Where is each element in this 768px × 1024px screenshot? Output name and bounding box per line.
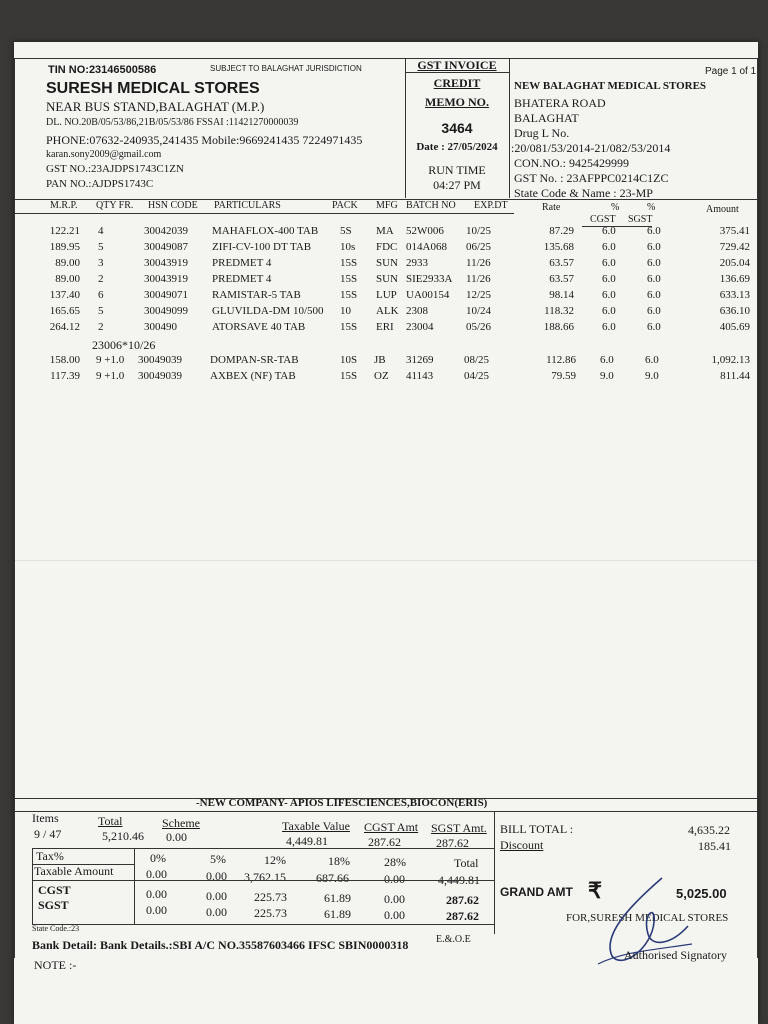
cell-batch: UA00154 bbox=[406, 289, 450, 301]
cell-pack: 15S bbox=[340, 273, 358, 285]
seller-dl: DL. NO.20B/05/53/86,21B/05/53/86 FSSAI :11421270000039 bbox=[46, 117, 299, 128]
tax-head-label: Tax% bbox=[36, 849, 64, 863]
sgst-18: 61.89 bbox=[324, 907, 351, 921]
table-row bbox=[14, 289, 758, 305]
cell-hsn: 30049099 bbox=[144, 305, 188, 317]
cell-rate: 63.57 bbox=[549, 273, 574, 285]
tax-head-18: 18% bbox=[328, 854, 350, 868]
cell-cgst: 6.0 bbox=[602, 257, 616, 269]
cell-batch: 52W006 bbox=[406, 225, 444, 237]
buyer-addr2: BALAGHAT bbox=[514, 111, 579, 125]
cell-particulars: ZIFI-CV-100 DT TAB bbox=[212, 241, 312, 253]
cell-cgst: 9.0 bbox=[600, 370, 614, 382]
cell-exp: 11/26 bbox=[466, 273, 491, 285]
col-pct-sgst: % bbox=[647, 202, 656, 213]
cell-particulars: GLUVILDA-DM 10/500 bbox=[212, 305, 324, 317]
table-row bbox=[14, 321, 758, 337]
cgst-0: 0.00 bbox=[146, 887, 167, 901]
run-time: 04:27 PM bbox=[433, 178, 481, 192]
cell-exp: 06/25 bbox=[466, 241, 492, 253]
cell-hsn: 30049071 bbox=[144, 289, 188, 301]
drug-number: :20/081/53/2014-21/082/53/2014 bbox=[511, 141, 671, 155]
col-mrp: M.R.P. bbox=[50, 200, 78, 211]
cell-sgst: 9.0 bbox=[645, 370, 659, 382]
cell-qty: 4 bbox=[98, 225, 104, 237]
tax-table-top bbox=[32, 848, 494, 849]
totals-divider bbox=[494, 812, 495, 934]
seller-gst: GST NO.:23AJDPS1743C1ZN bbox=[46, 163, 184, 175]
note-label: NOTE :- bbox=[34, 958, 77, 972]
cell-rate: 188.66 bbox=[543, 321, 574, 333]
cell-mrp: 264.12 bbox=[49, 321, 80, 333]
invoice-title-rule bbox=[405, 72, 509, 73]
col-mfg: MFG bbox=[376, 200, 398, 211]
cell-rate: 87.29 bbox=[549, 225, 574, 237]
taxable-amount-label: Taxable Amount bbox=[34, 864, 114, 878]
tax-table-bottom bbox=[32, 924, 494, 925]
seller-pan: PAN NO.:AJDPS1743C bbox=[46, 178, 154, 190]
cell-cgst: 6.0 bbox=[602, 225, 616, 237]
cell-mrp: 117.39 bbox=[50, 370, 80, 382]
tax-head-total: Total bbox=[454, 856, 479, 870]
invoice-date: Date : 27/05/2024 bbox=[416, 141, 498, 153]
cell-particulars: PREDMET 4 bbox=[212, 257, 272, 269]
rupee-icon: ₹ bbox=[588, 878, 602, 903]
seller-phone: PHONE:07632-240935,241435 Mobile:9669241435 7224971435 bbox=[46, 133, 363, 147]
discount-label: Discount bbox=[500, 838, 544, 852]
cell-amount: 405.69 bbox=[719, 321, 750, 333]
cell-rate: 98.14 bbox=[549, 289, 574, 301]
taxable-value: 4,449.81 bbox=[286, 834, 328, 848]
seller-name: SURESH MEDICAL STORES bbox=[46, 80, 260, 97]
cell-hsn: 30043919 bbox=[144, 257, 188, 269]
cell-exp: 04/25 bbox=[464, 370, 490, 382]
cell-mfg: LUP bbox=[376, 289, 397, 301]
cell-hsn: 30049039 bbox=[138, 354, 182, 366]
bill-total: 4,635.22 bbox=[688, 823, 730, 837]
cell-pack: 10s bbox=[340, 241, 356, 253]
seller-email: karan.sony2009@gmail.com bbox=[46, 149, 162, 160]
cell-exp: 10/24 bbox=[466, 305, 492, 317]
cell-particulars: AXBEX (NF) TAB bbox=[210, 370, 296, 382]
sgst-0: 0.00 bbox=[146, 903, 167, 917]
jurisdiction: SUBJECT TO BALAGHAT JURISDICTION bbox=[210, 64, 362, 73]
scheme-label: Scheme bbox=[162, 816, 200, 830]
handwritten-note: 23006*10/26 bbox=[92, 338, 156, 352]
cell-qty: 9 +1.0 bbox=[96, 354, 125, 366]
cell-rate: 112.86 bbox=[546, 354, 576, 366]
tax-table-mid-rule bbox=[32, 880, 494, 881]
page-number: Page 1 of 1 bbox=[705, 66, 757, 77]
state-code: State Code.:23 bbox=[32, 924, 80, 933]
cell-pack: 15S bbox=[340, 289, 358, 301]
col-amount: Amount bbox=[706, 204, 739, 215]
col-pack: PACK bbox=[332, 200, 358, 211]
buyer-addr1: BHATERA ROAD bbox=[514, 96, 606, 110]
buyer-gst: GST No. : 23AFPPC0214C1ZC bbox=[514, 171, 669, 185]
bill-total-label: BILL TOTAL : bbox=[500, 822, 574, 836]
cell-particulars: RAMISTAR-5 TAB bbox=[212, 289, 301, 301]
cell-sgst: 6.0 bbox=[647, 289, 661, 301]
frame-right bbox=[757, 58, 758, 958]
cell-mfg: ERI bbox=[376, 321, 394, 333]
paper-fold bbox=[14, 560, 758, 561]
cell-qty: 9 +1.0 bbox=[96, 370, 125, 382]
cell-batch: 23004 bbox=[406, 321, 434, 333]
cell-exp: 10/25 bbox=[466, 225, 492, 237]
cell-cgst: 6.0 bbox=[602, 273, 616, 285]
frame-top bbox=[14, 58, 758, 59]
grand-amt-value: 5,025.00 bbox=[676, 886, 727, 901]
cell-pack: 10S bbox=[340, 354, 358, 366]
cgst-28: 0.00 bbox=[384, 892, 405, 906]
cell-cgst: 6.0 bbox=[602, 305, 616, 317]
cgst-5: 0.00 bbox=[206, 889, 227, 903]
cell-mrp: 165.65 bbox=[49, 305, 80, 317]
total-value: 5,210.46 bbox=[102, 829, 144, 843]
sgst-label: SGST bbox=[38, 898, 69, 912]
tax-head-5: 5% bbox=[210, 852, 226, 866]
scheme-value: 0.00 bbox=[166, 830, 187, 844]
invoice-divider-right bbox=[509, 58, 510, 198]
col-sgst: SGST bbox=[628, 214, 653, 225]
cell-mfg: SUN bbox=[376, 273, 399, 285]
cell-cgst: 6.0 bbox=[602, 321, 616, 333]
banner-bottom-rule bbox=[14, 811, 758, 812]
taxable-12: 3,762.15 bbox=[244, 870, 286, 884]
cell-amount: 1,092.13 bbox=[711, 354, 750, 366]
memo-label: MEMO NO. bbox=[425, 95, 489, 109]
taxable-28: 0.00 bbox=[384, 872, 405, 886]
table-row bbox=[14, 257, 758, 273]
cell-batch: 2933 bbox=[406, 257, 428, 269]
taxable-0: 0.00 bbox=[146, 867, 167, 881]
run-time-label: RUN TIME bbox=[428, 163, 486, 177]
cell-hsn: 30042039 bbox=[144, 225, 188, 237]
tax-table-label-divider bbox=[134, 848, 135, 924]
col-hsn: HSN CODE bbox=[148, 200, 198, 211]
sgst-amt-value: 287.62 bbox=[436, 836, 469, 850]
cell-pack: 10 bbox=[340, 305, 351, 317]
sgst-28: 0.00 bbox=[384, 908, 405, 922]
cell-rate: 63.57 bbox=[549, 257, 574, 269]
cell-amount: 636.10 bbox=[719, 305, 750, 317]
cell-sgst: 6.0 bbox=[647, 321, 661, 333]
cell-pack: 15S bbox=[340, 257, 358, 269]
items-value: 9 / 47 bbox=[34, 827, 62, 841]
authorised-signatory: Authorised Signatory bbox=[624, 948, 727, 962]
cell-exp: 12/25 bbox=[466, 289, 492, 301]
tax-head-0: 0% bbox=[150, 851, 166, 865]
col-pct-cgst: % bbox=[611, 202, 620, 213]
sgst-total: 287.62 bbox=[446, 909, 479, 923]
for-seller: FOR,SURESH MEDICAL STORES bbox=[566, 912, 729, 924]
sgst-12: 225.73 bbox=[254, 906, 287, 920]
cell-mrp: 122.21 bbox=[49, 225, 80, 237]
tax-head-12: 12% bbox=[264, 853, 286, 867]
cell-sgst: 6.0 bbox=[647, 257, 661, 269]
cell-batch: 2308 bbox=[406, 305, 428, 317]
tax-table-left bbox=[32, 848, 33, 924]
cgst-12: 225.73 bbox=[254, 890, 287, 904]
cell-hsn: 300490 bbox=[144, 321, 177, 333]
cell-batch: 41143 bbox=[406, 370, 434, 382]
cell-exp: 11/26 bbox=[466, 257, 491, 269]
cell-mrp: 89.00 bbox=[55, 273, 80, 285]
cgst-amt-label: CGST Amt bbox=[364, 820, 419, 834]
sgst-amt-label: SGST Amt. bbox=[431, 821, 487, 835]
cell-amount: 205.04 bbox=[719, 257, 750, 269]
sgst-5: 0.00 bbox=[206, 905, 227, 919]
cell-exp: 05/26 bbox=[466, 321, 492, 333]
cell-hsn: 30049087 bbox=[144, 241, 188, 253]
taxable-value-label: Taxable Value bbox=[282, 819, 350, 833]
cell-pack: 5S bbox=[340, 225, 352, 237]
cell-sgst: 6.0 bbox=[647, 305, 661, 317]
eoe: E.&.O.E bbox=[436, 934, 471, 945]
cell-qty: 6 bbox=[98, 289, 104, 301]
col-particulars: PARTICULARS bbox=[214, 200, 281, 211]
cell-mfg: JB bbox=[374, 354, 386, 366]
cell-amount: 136.69 bbox=[719, 273, 750, 285]
cgst-total: 287.62 bbox=[446, 893, 479, 907]
cell-particulars: DOMPAN-SR-TAB bbox=[210, 354, 299, 366]
table-row bbox=[14, 241, 758, 257]
tax-head-28: 28% bbox=[384, 855, 406, 869]
cell-batch: SIE2933A bbox=[406, 273, 453, 285]
cell-rate: 135.68 bbox=[543, 241, 574, 253]
cell-sgst: 6.0 bbox=[645, 354, 659, 366]
gst-invoice-title: GST INVOICE bbox=[417, 58, 497, 72]
cell-amount: 811.44 bbox=[720, 370, 750, 382]
cell-amount: 729.42 bbox=[719, 241, 750, 253]
frame-left bbox=[14, 58, 15, 958]
table-row bbox=[14, 225, 758, 241]
cell-sgst: 6.0 bbox=[647, 273, 661, 285]
cell-mfg: SUN bbox=[376, 257, 399, 269]
cell-batch: 31269 bbox=[406, 354, 434, 366]
cell-mfg: OZ bbox=[374, 370, 389, 382]
cell-rate: 118.32 bbox=[544, 305, 574, 317]
cell-qty: 2 bbox=[98, 321, 104, 333]
table-row bbox=[14, 354, 758, 370]
cell-amount: 633.13 bbox=[719, 289, 750, 301]
cell-pack: 15S bbox=[340, 321, 358, 333]
seller-address: NEAR BUS STAND,BALAGHAT (M.P.) bbox=[46, 99, 265, 114]
cell-batch: 014A068 bbox=[406, 241, 447, 253]
cell-qty: 5 bbox=[98, 241, 104, 253]
cell-sgst: 6.0 bbox=[647, 241, 661, 253]
table-row bbox=[14, 370, 758, 386]
cell-cgst: 6.0 bbox=[602, 241, 616, 253]
cell-hsn: 30043919 bbox=[144, 273, 188, 285]
cell-sgst: 6.0 bbox=[647, 225, 661, 237]
buyer-name: NEW BALAGHAT MEDICAL STORES bbox=[514, 80, 707, 92]
cell-qty: 5 bbox=[98, 305, 104, 317]
cell-mfg: ALK bbox=[376, 305, 399, 317]
cell-particulars: MAHAFLOX-400 TAB bbox=[212, 225, 319, 237]
col-qty: QTY FR. bbox=[96, 200, 134, 211]
column-header-bottom-rule bbox=[14, 213, 514, 214]
company-banner: -NEW COMPANY- APIOS LIFESCIENCES,BIOCON(ERIS) bbox=[196, 797, 488, 809]
cell-mrp: 137.40 bbox=[49, 289, 80, 301]
cell-rate: 79.59 bbox=[551, 370, 576, 382]
cell-qty: 2 bbox=[98, 273, 104, 285]
bank-details: Bank Detail: Bank Details.:SBI A/C NO.35587603466 IFSC SBIN0000318 bbox=[32, 938, 409, 952]
cell-mfg: MA bbox=[376, 225, 394, 237]
grand-amt-label: GRAND AMT bbox=[500, 885, 573, 899]
credit-label: CREDIT bbox=[433, 76, 481, 90]
cell-pack: 15S bbox=[340, 370, 358, 382]
items-label: Items bbox=[32, 811, 59, 825]
memo-number: 3464 bbox=[441, 120, 473, 136]
cell-qty: 3 bbox=[98, 257, 104, 269]
taxable-total: 4,449.81 bbox=[438, 873, 480, 887]
col-rate: Rate bbox=[542, 202, 561, 213]
table-row bbox=[14, 273, 758, 289]
cgst-amt-value: 287.62 bbox=[368, 835, 401, 849]
cgst-label: CGST bbox=[38, 883, 71, 897]
discount-value: 185.41 bbox=[698, 839, 731, 853]
cell-mrp: 158.00 bbox=[49, 354, 80, 366]
cgst-18: 61.89 bbox=[324, 891, 351, 905]
taxable-18: 687.66 bbox=[316, 871, 349, 885]
cell-mrp: 189.95 bbox=[49, 241, 80, 253]
buyer-state: State Code & Name : 23-MP bbox=[514, 186, 653, 200]
col-batch: BATCH NO bbox=[406, 200, 456, 211]
cell-particulars: PREDMET 4 bbox=[212, 273, 272, 285]
cell-amount: 375.41 bbox=[719, 225, 750, 237]
cell-mrp: 89.00 bbox=[55, 257, 80, 269]
cell-hsn: 30049039 bbox=[138, 370, 182, 382]
cell-particulars: ATORSAVE 40 TAB bbox=[212, 321, 306, 333]
seller-tin: TIN NO:23146500586 bbox=[48, 64, 157, 76]
buyer-con: CON.NO.: 9425429999 bbox=[514, 156, 630, 170]
cell-mfg: FDC bbox=[376, 241, 398, 253]
col-exp: EXP.DT bbox=[474, 200, 508, 211]
cell-cgst: 6.0 bbox=[600, 354, 614, 366]
table-row bbox=[14, 305, 758, 321]
col-cgst: CGST bbox=[590, 214, 616, 225]
cell-exp: 08/25 bbox=[464, 354, 490, 366]
drug-label: Drug L No. bbox=[514, 126, 570, 140]
taxable-5: 0.00 bbox=[206, 869, 227, 883]
invoice-paper bbox=[14, 42, 758, 1024]
total-label: Total bbox=[98, 814, 123, 828]
cell-cgst: 6.0 bbox=[602, 289, 616, 301]
